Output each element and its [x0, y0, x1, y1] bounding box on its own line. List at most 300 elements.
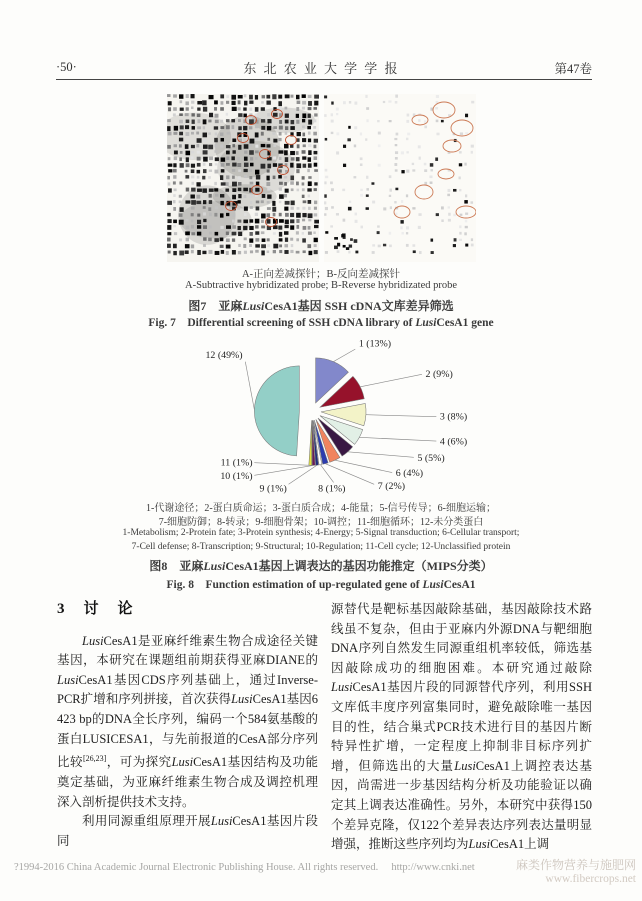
microarray-spot [179, 251, 184, 256]
microarray-spot [353, 145, 355, 148]
microarray-spot [225, 145, 230, 148]
microarray-spot [377, 245, 380, 248]
microarray-spot [354, 102, 357, 105]
microarray-spot [302, 226, 306, 230]
microarray-spot [366, 176, 368, 179]
microarray-spot [167, 182, 170, 185]
microarray-spot [400, 226, 402, 229]
microarray-spot [389, 245, 392, 248]
microarray-spot [173, 107, 177, 111]
microarray-spot [179, 120, 183, 124]
microarray-spot [394, 163, 397, 166]
microarray-spot [406, 170, 409, 173]
microarray-spot [179, 108, 183, 111]
figure8-caption-cn: 图8 亚麻LusiCesA1基因上调表达的基因功能推定（MIPS分类） [149, 559, 493, 573]
microarray-spot [279, 194, 284, 199]
microarray-spot [254, 126, 257, 129]
microarray-spot [388, 100, 391, 102]
microarray-spot [283, 176, 286, 178]
microarray-spot [301, 94, 305, 98]
microarray-spot [208, 238, 212, 242]
microarray-spot [307, 200, 311, 204]
microarray-spot [330, 132, 333, 134]
microarray-spot [238, 145, 241, 150]
microarray-spot [345, 247, 348, 250]
microarray-spot [324, 114, 326, 117]
microarray-spot [267, 188, 270, 191]
microarray-spot [284, 231, 288, 235]
microarray-spot [178, 201, 181, 204]
microarray-spot [226, 132, 230, 135]
microarray-spot [395, 95, 398, 98]
microarray-spot [330, 188, 333, 191]
microarray-spot [279, 219, 284, 223]
microarray-spot [220, 145, 223, 148]
microarray-spot [284, 207, 288, 211]
microarray-spot [255, 206, 259, 210]
microarray-spot [203, 212, 206, 215]
microarray-spot [220, 120, 223, 123]
microarray-spot [196, 132, 199, 135]
microarray-spot [412, 169, 415, 171]
microarray-spot [313, 107, 317, 110]
microarray-spot [302, 156, 306, 159]
microarray-spot [173, 144, 176, 147]
microarray-spot [290, 188, 293, 191]
microarray-spot [225, 113, 227, 116]
microarray-spot [208, 188, 213, 191]
microarray-spot [314, 220, 319, 224]
microarray-spot [202, 100, 207, 105]
microarray-spot [202, 145, 207, 149]
microarray-spot [430, 251, 433, 254]
microarray-spot [418, 213, 421, 216]
microarray-spot [301, 182, 304, 185]
microarray-spot [342, 164, 345, 167]
microarray-spot [220, 126, 224, 129]
microarray-spot [284, 182, 287, 186]
microarray-spot [307, 226, 310, 230]
microarray-spot [179, 151, 182, 154]
microarray-spot [214, 132, 217, 135]
microarray-spot [167, 164, 172, 167]
microarray-spot [237, 176, 240, 179]
section-heading: 3 讨 论 [57, 601, 135, 617]
microarray-spot [237, 107, 240, 110]
microarray-spot [214, 213, 217, 217]
microarray-spot [347, 207, 351, 211]
microarray-spot [191, 232, 195, 235]
microarray-spot [296, 163, 301, 168]
microarray-spot [464, 200, 467, 203]
microarray-spot [314, 95, 319, 99]
microarray-spot [406, 114, 409, 117]
microarray-spot [272, 94, 276, 99]
microarray-spot [313, 213, 316, 216]
watermark-name: 麻类作物营养与施肥网 [515, 858, 636, 872]
microarray-spot [470, 201, 473, 203]
microarray-spot [301, 176, 304, 179]
microarray-spot [313, 188, 316, 191]
microarray-spot [179, 181, 182, 184]
microarray-spot [458, 239, 461, 241]
microarray-spot [272, 213, 275, 216]
microarray-spot [237, 157, 240, 160]
microarray-spot [278, 213, 281, 217]
microarray-spot [348, 251, 350, 254]
microarray-spot [359, 157, 362, 160]
microarray-spot [190, 169, 194, 173]
microarray-spot [173, 220, 177, 224]
microarray-spot [302, 219, 305, 222]
microarray-spot [231, 238, 234, 241]
microarray-spot [278, 238, 282, 241]
microarray-spot [184, 250, 188, 254]
microarray-spot [308, 120, 312, 125]
microarray-spot [191, 200, 196, 205]
microarray-spot [226, 163, 230, 166]
microarray-spot [243, 251, 246, 254]
pie-slice [309, 420, 312, 465]
microarray-spot [296, 238, 299, 241]
microarray-spot [168, 107, 171, 111]
microarray-spot [266, 101, 270, 105]
microarray-spot [307, 139, 310, 143]
microarray-spot [401, 170, 404, 173]
microarray-spot [190, 225, 193, 229]
microarray-spot [301, 107, 304, 110]
microarray-spot [366, 188, 369, 191]
microarray-spot [185, 120, 189, 123]
microarray-spot [231, 232, 236, 236]
pie-slice-label: 6 (4%) [395, 468, 424, 480]
microarray-spot [226, 225, 231, 229]
microarray-spot [208, 250, 212, 254]
microarray-spot [313, 132, 317, 136]
microarray-spot [190, 151, 193, 154]
microarray-spot [249, 238, 253, 242]
microarray-spot [255, 225, 259, 228]
microarray-spot [185, 238, 188, 242]
microarray-spot [167, 176, 170, 179]
pie-slice-label: 8 (1%) [318, 483, 346, 495]
microarray-spot [388, 120, 391, 122]
microarray-spot [167, 145, 171, 149]
microarray-spot [249, 119, 254, 124]
microarray-spot [278, 95, 282, 99]
microarray-spot [295, 251, 299, 254]
microarray-spot [365, 138, 367, 140]
microarray-spot [237, 119, 240, 122]
microarray-spot [400, 200, 402, 203]
microarray-spot [453, 238, 456, 241]
microarray-spot [220, 163, 224, 167]
microarray-spot [308, 251, 312, 255]
figure8-pie-chart [0, 332, 642, 496]
pie-slice-label: 10 (1%) [220, 470, 253, 482]
microarray-spot [232, 188, 236, 192]
microarray-spot [243, 237, 246, 240]
microarray-spot [173, 175, 176, 179]
microarray-spot [336, 250, 339, 253]
microarray-spot [173, 163, 176, 167]
microarray-spot [417, 226, 420, 229]
microarray-spot [284, 120, 288, 124]
microarray-spot [335, 108, 338, 111]
microarray-spot [185, 231, 190, 235]
microarray-spot [172, 200, 175, 203]
microarray-spot [208, 225, 211, 228]
microarray-spot [225, 232, 228, 235]
microarray-spot [185, 188, 188, 192]
microarray-spot [330, 181, 333, 184]
microarray-spot [209, 113, 213, 117]
microarray-spot [208, 176, 211, 179]
microarray-spot [202, 107, 206, 112]
microarray-spot [185, 151, 190, 156]
microarray-spot [371, 182, 374, 184]
microarray-spot [441, 219, 443, 222]
microarray-spot [290, 181, 294, 185]
microarray-spot [209, 213, 212, 217]
microarray-spot [464, 232, 467, 235]
pie-slice-label: 7 (2%) [377, 480, 406, 492]
microarray-panel-a [167, 94, 319, 262]
watermark-url: www.fibercrops.net [545, 873, 636, 885]
microarray-spot [208, 170, 211, 172]
microarray-spot [266, 126, 270, 130]
microarray-spot [314, 113, 317, 116]
microarray-spot [267, 138, 270, 141]
microarray-spot [266, 238, 269, 241]
microarray-spot [296, 95, 300, 99]
microarray-spot [238, 244, 241, 247]
microarray-spot [313, 244, 316, 247]
microarray-spot [324, 138, 326, 141]
microarray-spot [255, 170, 259, 175]
microarray-spot [377, 144, 380, 147]
microarray-spot [185, 219, 188, 221]
microarray-spot [470, 238, 472, 241]
microarray-spot [173, 188, 176, 191]
microarray-spot [244, 101, 247, 106]
microarray-spot [203, 237, 206, 240]
microarray-spot [331, 206, 334, 208]
microarray-spot [324, 169, 327, 172]
microarray-spot [354, 126, 357, 129]
microarray-spot [243, 188, 248, 192]
discussion-paragraph-1: LusiCesA1是亚麻纤维素生物合成途径关键基因，本研究在课题组前期获得亚麻DIANE的LusiCesA1基因CDS序列基础上，通过Inverse-PCR扩增和序列拼接，首次获得LusiCesA1基因6 423 bp的DNA全长序列，编码一个584氨基酸的蛋白LUSICESA1，与先前报道的CesA部分序列比较[26,23]，可为探究LusiCesA1基因结构及功能奠定基础，为亚麻纤维素生物合成及调控机理深入剖析提供技术支持。 [57, 633, 318, 809]
microarray-spot [219, 238, 223, 242]
figure7-caption-cn: 图7 亚麻LusiCesA1基因 SSH cDNA文库差异筛选 [188, 299, 454, 313]
microarray-spot [324, 181, 326, 184]
pie-leader-line [360, 374, 422, 386]
microarray-spot [184, 144, 188, 149]
microarray-spot [214, 114, 218, 118]
microarray-spot [190, 94, 194, 98]
microarray-spot [250, 157, 253, 160]
microarray-spot [243, 169, 247, 172]
microarray-spot [196, 144, 199, 147]
microarray-spot [279, 120, 282, 124]
microarray-spot [179, 207, 183, 212]
microarray-spot [313, 250, 317, 254]
microarray-spot [243, 220, 248, 224]
microarray-spot [179, 94, 183, 98]
microarray-spot [278, 157, 281, 160]
microarray-spot [249, 226, 253, 230]
microarray-spot [178, 213, 182, 217]
microarray-spot [284, 201, 289, 205]
microarray-spot [173, 207, 176, 211]
microarray-spot [185, 132, 189, 136]
microarray-spot [179, 157, 182, 161]
microarray-spot [179, 100, 182, 103]
microarray-spot [272, 250, 275, 253]
microarray-spot [324, 251, 327, 254]
microarray-spot [365, 207, 368, 210]
microarray-spot [261, 226, 265, 229]
microarray-spot [260, 144, 265, 147]
microarray-spot [202, 163, 205, 166]
microarray-spot [185, 101, 188, 105]
microarray-spot [267, 194, 271, 198]
microarray-spot [190, 213, 193, 216]
microarray-spot [418, 157, 420, 160]
microarray-spot [359, 132, 361, 135]
microarray-spot [249, 176, 252, 179]
microarray-spot [232, 163, 236, 167]
microarray-spot [185, 200, 190, 203]
microarray-spot [295, 151, 298, 155]
microarray-spot [219, 132, 222, 135]
pie-legend-cn-line1: 1-代谢途径；2-蛋白质命运；3-蛋白质合成；4-能量；5-信号传导；6-细胞运输； [146, 503, 496, 514]
microarray-spot [284, 225, 288, 228]
microarray-spot [279, 250, 282, 253]
microarray-spot [249, 139, 254, 144]
microarray-spot [214, 170, 218, 174]
microarray-spot [313, 207, 316, 210]
microarray-spot [249, 195, 252, 198]
microarray-spot [260, 119, 264, 123]
microarray-spot [290, 250, 293, 253]
microarray-spot [202, 119, 206, 124]
microarray-spot [254, 132, 258, 137]
microarray-spot [365, 95, 367, 98]
microarray-spot [405, 138, 407, 140]
microarray-spot [302, 250, 305, 253]
microarray-spot [290, 207, 293, 210]
microarray-spot [377, 132, 380, 135]
microarray-spot [202, 176, 205, 180]
microarray-spot [238, 169, 241, 172]
microarray-spot [284, 150, 288, 155]
microarray-spot [190, 132, 193, 135]
microarray-spot [243, 114, 246, 118]
microarray-spot [313, 156, 317, 160]
microarray-spot [435, 95, 438, 98]
pie-leader-line [245, 362, 254, 410]
microarray-spot [302, 213, 306, 217]
microarray-spot [226, 95, 229, 98]
microarray-spot [167, 251, 170, 254]
microarray-spot [225, 101, 228, 104]
pie-slice [254, 366, 299, 456]
microarray-spot [284, 94, 289, 98]
microarray-spot [196, 195, 200, 199]
microarray-spot [255, 244, 260, 247]
microarray-spot [360, 194, 363, 197]
microarray-spot [179, 113, 183, 116]
microarray-spot [226, 151, 230, 155]
microarray-spot [231, 125, 234, 129]
microarray-spot [418, 119, 420, 122]
microarray-spot [302, 200, 306, 203]
microarray-spot [220, 138, 223, 142]
figure7-panel-caption-en: A-Subtractive hybridizated probe; B-Reverse hybridizated probe [184, 280, 458, 291]
microarray-spot [185, 94, 188, 98]
pie-leader-line [335, 460, 392, 472]
microarray-spot [405, 244, 408, 247]
microarray-spot [272, 132, 275, 135]
microarray-spot [202, 150, 207, 154]
microarray-spot [173, 126, 177, 131]
microarray-spot [278, 107, 281, 110]
microarray-spot [185, 107, 188, 110]
microarray-spot [272, 163, 276, 167]
microarray-spot [470, 145, 473, 148]
microarray-spot [301, 188, 304, 191]
microarray-spot [172, 113, 175, 116]
microarray-spot [348, 101, 350, 104]
microarray-spot [419, 251, 422, 254]
microarray-spot [267, 119, 271, 123]
microarray-spot [172, 244, 176, 248]
microarray-spot [284, 238, 287, 242]
microarray-spot [394, 151, 397, 154]
microarray-spot [273, 169, 276, 171]
microarray-spot [383, 207, 386, 210]
microarray-spot [394, 201, 396, 203]
microarray-spot [179, 125, 183, 129]
microarray-spot [307, 181, 311, 186]
microarray-spot [267, 164, 271, 169]
pie-slice-label: 9 (1%) [259, 483, 287, 495]
microarray-spot [395, 213, 397, 215]
microarray-spot [359, 163, 362, 166]
microarray-spot [167, 225, 171, 230]
microarray-spot [360, 189, 363, 191]
microarray-spot [307, 95, 311, 98]
microarray-spot [185, 157, 188, 162]
microarray-spot [220, 250, 223, 254]
microarray-spot [209, 163, 212, 166]
microarray-spot [220, 201, 223, 205]
microarray-spot [350, 238, 353, 241]
microarray-spot [424, 169, 427, 172]
microarray-spot [314, 182, 317, 185]
microarray-spot [296, 132, 300, 136]
microarray-spot [196, 201, 201, 204]
microarray-spot [278, 226, 282, 230]
microarray-spot [382, 244, 385, 247]
pie-slice-label: 12 (49%) [205, 350, 243, 362]
microarray-spot [272, 176, 275, 179]
microarray-spot [225, 188, 229, 191]
microarray-spot [266, 182, 270, 186]
microarray-spot [302, 101, 306, 105]
microarray-spot [307, 107, 311, 110]
